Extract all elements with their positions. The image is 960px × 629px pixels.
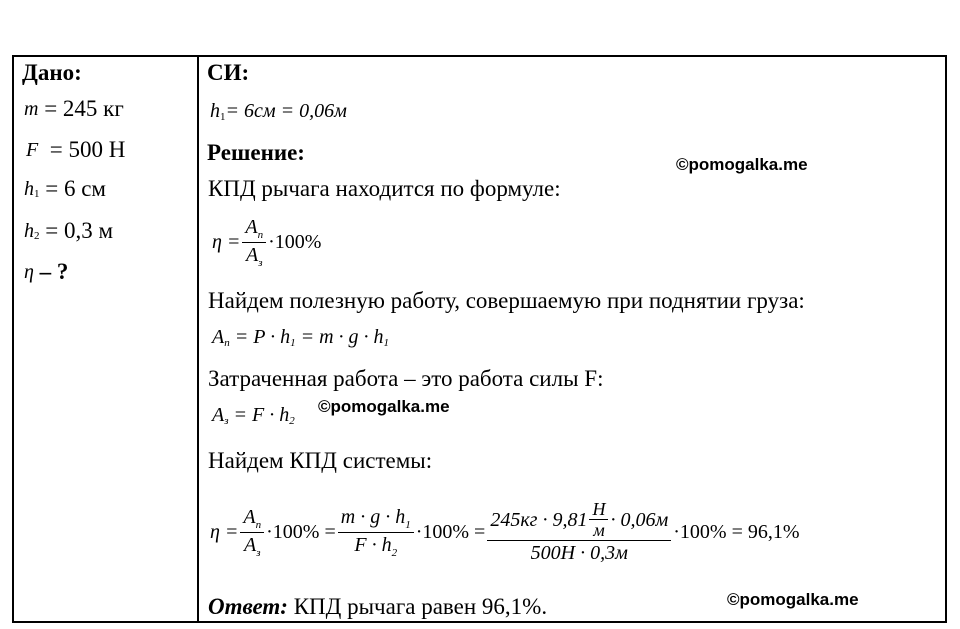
f1-eta: η = <box>212 231 241 253</box>
watermark: ©pomogalka.me <box>676 155 808 174</box>
f2-rest-sub: 1 <box>290 336 296 349</box>
h2-value: = 0,3 м <box>45 218 114 243</box>
h1-value: = 6 см <box>45 176 106 201</box>
f2-rest: = P · h <box>234 326 291 348</box>
si-expression: = 6см = 0,06м <box>225 100 347 122</box>
answer-text: КПД рычага равен 96,1%. <box>293 594 548 619</box>
formula-spent-work <box>212 404 295 427</box>
f4-frac-2 <box>338 506 414 559</box>
given-h2 <box>24 218 113 244</box>
f2-rest2-sub: 1 <box>383 336 390 349</box>
mass-value: = 245 кг <box>44 96 124 121</box>
solution-header: Решение: <box>207 140 305 165</box>
mass-symbol: m <box>24 97 39 120</box>
force-value: = 500 Н <box>49 137 126 162</box>
watermark: ©pomogalka.me <box>318 397 450 416</box>
formula-useful-work <box>212 326 389 349</box>
solution-text-2: Найдем полезную работу, совершаемую при поднятии груза: <box>208 288 805 313</box>
formula-efficiency <box>212 216 321 269</box>
f4-t3: ·100% = 96,1% <box>673 520 800 543</box>
f3-rest-sub: 2 <box>289 414 295 427</box>
si-conversion <box>210 100 347 123</box>
f2-rest2: = m · g · h <box>300 326 384 348</box>
f4-n3b: · 0,06м <box>610 508 669 531</box>
si-h-symbol: h <box>210 100 220 122</box>
f1-tail: ·100% <box>268 231 322 253</box>
f4-d2: F · h <box>354 533 392 556</box>
solution-text-4: Найдем КПД системы: <box>208 448 433 473</box>
answer-label: Ответ: <box>208 594 288 619</box>
answer-line <box>208 594 547 620</box>
formula-final <box>210 500 800 564</box>
f4-unit-num: Н <box>589 500 608 520</box>
h2-symbol: h <box>24 219 34 242</box>
si-header: СИ: <box>207 60 250 85</box>
f4-t1: ·100% = <box>266 520 336 543</box>
si-h-subscript: 1 <box>220 110 226 123</box>
f1-fraction <box>242 216 266 269</box>
f4-n2-sub: 1 <box>405 518 411 531</box>
f1-num-sub: п <box>257 229 264 241</box>
f4-eta: η = <box>210 520 239 543</box>
f3-rest: = F · h <box>233 404 290 426</box>
f4-d3: 500Н · 0,3м <box>530 542 628 564</box>
f1-den: A <box>246 244 259 266</box>
f4-frac-3 <box>487 500 671 564</box>
watermark: ©pomogalka.me <box>727 590 859 609</box>
f3-a: A <box>212 404 225 426</box>
f4-n3a: 245кг · 9,81 <box>490 508 588 531</box>
given-eta <box>24 259 68 285</box>
f2-a: A <box>212 326 225 348</box>
f2-a-sub: п <box>224 336 230 349</box>
h2-subscript: 2 <box>34 230 40 242</box>
f4-n2: m · g · h <box>340 505 406 528</box>
solution-text-1: КПД рычага находится по формуле: <box>208 176 561 201</box>
given-force <box>26 137 125 163</box>
h1-symbol: h <box>24 177 34 200</box>
f4-frac-1 <box>240 506 264 559</box>
given-mass <box>24 96 124 122</box>
f4-d2-sub: 2 <box>391 546 398 559</box>
eta-symbol: η <box>24 260 34 283</box>
f3-a-sub: з <box>224 414 229 427</box>
h1-subscript: 1 <box>34 188 40 200</box>
f1-den-sub: з <box>258 257 263 269</box>
column-divider <box>197 55 199 623</box>
eta-unknown: – ? <box>39 259 69 284</box>
given-h1 <box>24 176 106 202</box>
f4-unit-frac <box>589 500 608 539</box>
given-header: Дано: <box>22 60 82 85</box>
f1-num: A <box>245 216 258 238</box>
f4-d1: A <box>244 533 257 556</box>
f4-n1-sub: п <box>255 518 262 531</box>
force-symbol: F <box>26 138 39 161</box>
solution-text-3: Затраченная работа – это работа силы F: <box>208 366 604 391</box>
f4-d1-sub: з <box>256 546 261 559</box>
f4-n1: A <box>243 505 256 528</box>
f4-t2: ·100% = <box>415 520 486 543</box>
f4-unit-den: м <box>593 520 605 540</box>
